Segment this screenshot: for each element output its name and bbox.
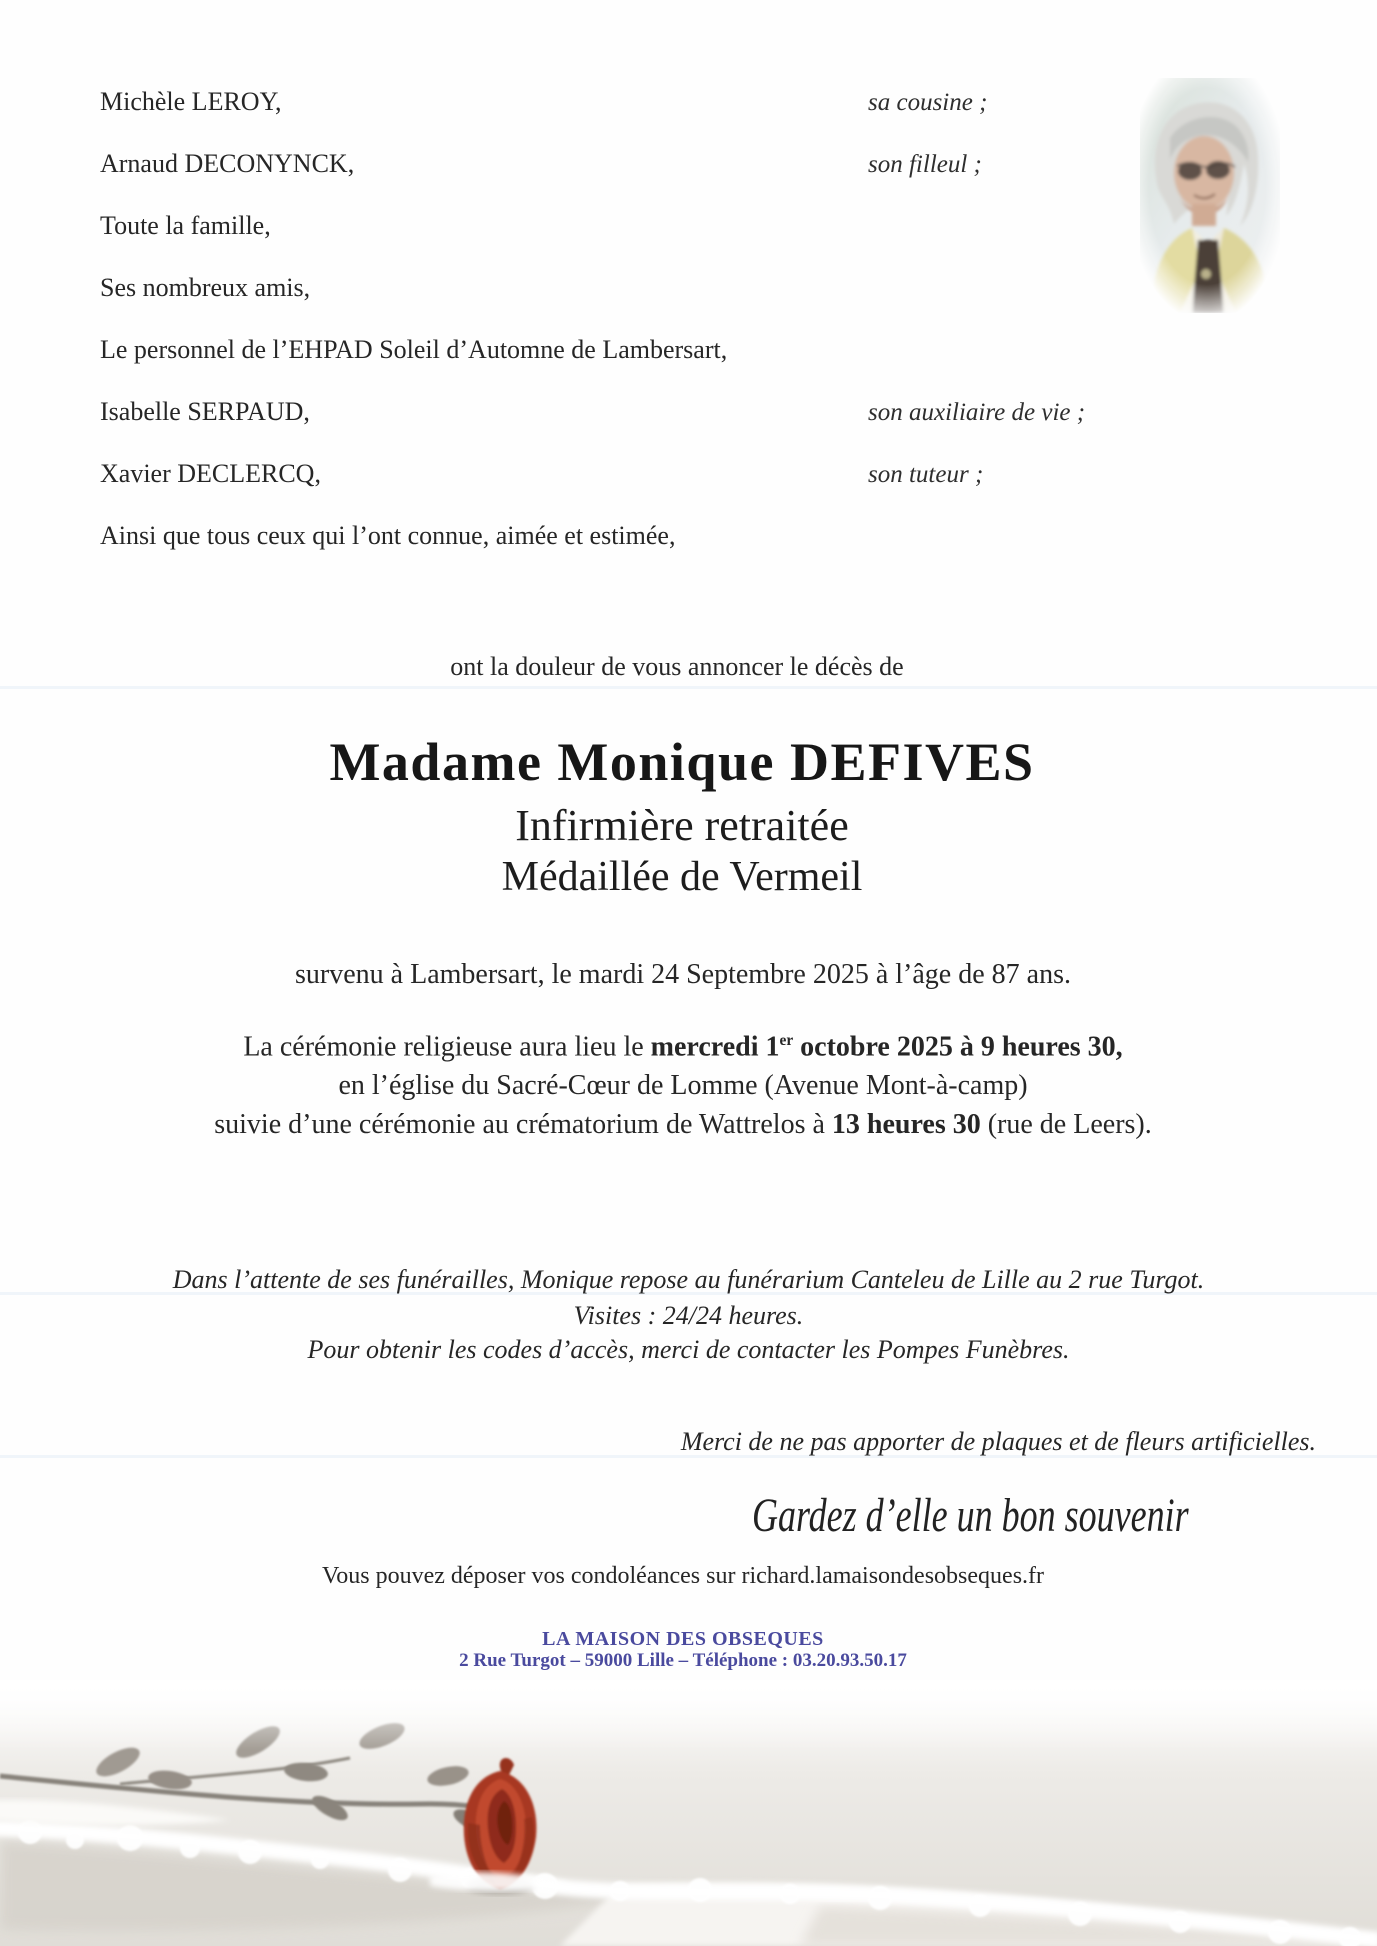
mourner-name: Ses nombreux amis, bbox=[100, 273, 311, 302]
deceased-honor: Médaillée de Vermeil bbox=[501, 854, 863, 900]
mourner-name: Isabelle SERPAUD, bbox=[100, 397, 310, 426]
mourner-relation: son tuteur ; bbox=[868, 461, 984, 488]
ceremony-line-3 bbox=[0, 1111, 1366, 1139]
portrait-photo bbox=[1140, 78, 1280, 313]
funeral-home-name: LA MAISON DES OBSEQUES bbox=[542, 1628, 824, 1650]
beach-rose-photo bbox=[0, 1680, 1377, 1946]
ceremony-ordinal-sup: er bbox=[779, 1032, 794, 1049]
repose-line-3: Pour obtenir les codes d’accès, merci de contacter les Pompes Funèbres. bbox=[307, 1335, 1070, 1364]
funeral-home-address: 2 Rue Turgot – 59000 Lille – Téléphone : 03.20.93.50.17 bbox=[459, 1650, 907, 1671]
mourner-relation: son filleul ; bbox=[868, 151, 982, 178]
mourner-name: Toute la famille, bbox=[100, 211, 271, 240]
mourner-name: Michèle LEROY, bbox=[100, 87, 282, 116]
ceremony-line-2: en l’église du Sacré-Cœur de Lomme (Avenue Mont-à-camp) bbox=[338, 1070, 1028, 1101]
mourner-relation: son auxiliaire de vie ; bbox=[868, 399, 1086, 426]
no-flowers-line: Merci de ne pas apporter de plaques et de fleurs artificielles. bbox=[680, 1427, 1316, 1456]
deceased-role: Infirmière retraitée bbox=[515, 801, 849, 850]
mourner-name: Arnaud DECONYNCK, bbox=[100, 149, 355, 178]
family-row bbox=[100, 459, 1337, 493]
ceremony-line-3-bold-time: 13 heures 30 bbox=[831, 1109, 981, 1140]
repose-line-2: Visites : 24/24 heures. bbox=[573, 1301, 804, 1330]
deceased-name: Madame Monique DEFIVES bbox=[329, 732, 1035, 792]
family-row bbox=[100, 521, 1337, 555]
scan-artifact-line bbox=[0, 686, 1377, 689]
mourner-name: Xavier DECLERCQ, bbox=[100, 459, 321, 488]
ceremony-line-3-regular: suivie d’une cérémonie au crématorium de Wattrelos à bbox=[214, 1109, 832, 1140]
announcement-line: ont la douleur de vous annoncer le décès de bbox=[450, 652, 904, 681]
family-row bbox=[100, 335, 1337, 369]
repose-line-1: Dans l’attente de ses funérailles, Monique repose au funérarium Canteleu de Lille au 2 rue Turgot. bbox=[172, 1265, 1205, 1294]
mourner-name: Ainsi que tous ceux qui l’ont connue, aimée et estimée, bbox=[100, 521, 676, 550]
ceremony-line-1-bold-time: octobre 2025 à 9 heures 30, bbox=[793, 1031, 1123, 1063]
ceremony-line-1-regular: La cérémonie religieuse aura lieu le bbox=[243, 1031, 651, 1063]
mourner-name: Le personnel de l’EHPAD Soleil d’Automne de Lambersart, bbox=[100, 335, 728, 364]
family-row bbox=[100, 397, 1337, 431]
ceremony-line-1-bold: mercredi 1 bbox=[650, 1031, 780, 1063]
mourner-relation: sa cousine ; bbox=[868, 89, 988, 116]
condolences-line: Vous pouvez déposer vos condoléances sur richard.lamaisondesobseques.fr bbox=[321, 1563, 1045, 1589]
ceremony-line-1 bbox=[0, 1033, 1366, 1061]
death-date-line: survenu à Lambersart, le mardi 24 Septembre 2025 à l’âge de 87 ans. bbox=[295, 959, 1071, 990]
farewell-line: Gardez d’elle un bon souvenir bbox=[752, 1489, 1189, 1542]
ceremony-line-3-suffix: (rue de Leers). bbox=[980, 1109, 1152, 1140]
